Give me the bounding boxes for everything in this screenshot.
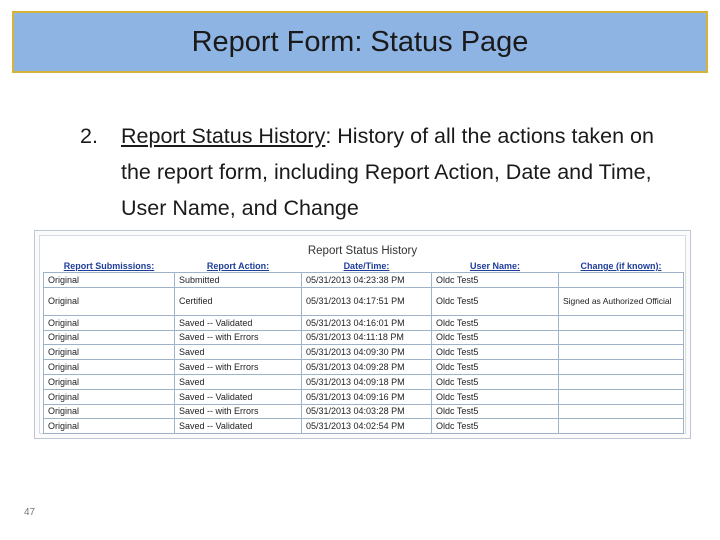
header-date-time: Date/Time: xyxy=(302,260,432,273)
table-row xyxy=(44,330,684,345)
cell-user: Oldc Test5 xyxy=(432,345,559,360)
table-row xyxy=(44,287,684,315)
cell-action: Saved -- with Errors xyxy=(175,330,302,345)
cell-datetime: 05/31/2013 04:03:28 PM xyxy=(302,404,432,419)
cell-submission: Original xyxy=(44,360,175,375)
table-row xyxy=(44,374,684,389)
table-title: Report Status History xyxy=(307,245,418,257)
report-status-history-screenshot xyxy=(34,230,691,439)
table-row xyxy=(44,315,684,330)
bullet-number: 2. xyxy=(80,124,98,148)
cell-user: Oldc Test5 xyxy=(432,273,559,288)
cell-action: Saved xyxy=(175,374,302,389)
cell-change xyxy=(559,345,684,360)
slide-title-bar xyxy=(12,11,708,73)
cell-submission: Original xyxy=(44,389,175,404)
cell-submission: Original xyxy=(44,287,175,315)
cell-user: Oldc Test5 xyxy=(432,389,559,404)
cell-change: Signed as Authorized Official xyxy=(559,287,684,315)
cell-datetime: 05/31/2013 04:09:16 PM xyxy=(302,389,432,404)
cell-datetime: 05/31/2013 04:09:28 PM xyxy=(302,360,432,375)
table-row xyxy=(44,345,684,360)
cell-action: Saved xyxy=(175,345,302,360)
cell-datetime: 05/31/2013 04:09:30 PM xyxy=(302,345,432,360)
bullet-term: Report Status History xyxy=(121,124,326,148)
cell-user: Oldc Test5 xyxy=(432,374,559,389)
bullet-text: : History of all the actions taken on the report form, including Report Action, Date and Time, User Name, and Change xyxy=(121,124,654,220)
cell-submission: Original xyxy=(44,330,175,345)
cell-action: Saved -- with Errors xyxy=(175,404,302,419)
cell-action: Certified xyxy=(175,287,302,315)
cell-change xyxy=(559,374,684,389)
cell-change xyxy=(559,315,684,330)
bullet-item xyxy=(80,118,680,226)
header-change: Change (if known): xyxy=(559,260,684,273)
cell-user: Oldc Test5 xyxy=(432,360,559,375)
cell-action: Submitted xyxy=(175,273,302,288)
cell-datetime: 05/31/2013 04:16:01 PM xyxy=(302,315,432,330)
cell-datetime: 05/31/2013 04:11:18 PM xyxy=(302,330,432,345)
cell-submission: Original xyxy=(44,419,175,434)
cell-user: Oldc Test5 xyxy=(432,404,559,419)
bullet-body xyxy=(121,118,680,226)
cell-user: Oldc Test5 xyxy=(432,315,559,330)
cell-user: Oldc Test5 xyxy=(432,330,559,345)
report-status-history-panel xyxy=(39,235,686,434)
cell-change xyxy=(559,404,684,419)
cell-datetime: 05/31/2013 04:17:51 PM xyxy=(302,287,432,315)
cell-action: Saved -- with Errors xyxy=(175,360,302,375)
table-row xyxy=(44,389,684,404)
table-header-row xyxy=(44,260,684,273)
table-row xyxy=(44,404,684,419)
cell-datetime: 05/31/2013 04:09:18 PM xyxy=(302,374,432,389)
cell-change xyxy=(559,273,684,288)
page-number: 47 xyxy=(24,507,36,518)
slide-title: Report Form: Status Page xyxy=(191,25,529,58)
cell-submission: Original xyxy=(44,273,175,288)
cell-change xyxy=(559,419,684,434)
cell-submission: Original xyxy=(44,374,175,389)
cell-change xyxy=(559,389,684,404)
cell-submission: Original xyxy=(44,404,175,419)
cell-submission: Original xyxy=(44,315,175,330)
cell-user: Oldc Test5 xyxy=(432,287,559,315)
table-row xyxy=(44,360,684,375)
header-report-action: Report Action: xyxy=(175,260,302,273)
cell-change xyxy=(559,330,684,345)
cell-action: Saved -- Validated xyxy=(175,389,302,404)
cell-action: Saved -- Validated xyxy=(175,419,302,434)
cell-submission: Original xyxy=(44,345,175,360)
table-row xyxy=(44,273,684,288)
cell-action: Saved -- Validated xyxy=(175,315,302,330)
header-user-name: User Name: xyxy=(432,260,559,273)
cell-datetime: 05/31/2013 04:02:54 PM xyxy=(302,419,432,434)
cell-change xyxy=(559,360,684,375)
table-row xyxy=(44,419,684,434)
cell-datetime: 05/31/2013 04:23:38 PM xyxy=(302,273,432,288)
cell-user: Oldc Test5 xyxy=(432,419,559,434)
status-history-table xyxy=(43,260,684,434)
header-report-submissions: Report Submissions: xyxy=(44,260,175,273)
